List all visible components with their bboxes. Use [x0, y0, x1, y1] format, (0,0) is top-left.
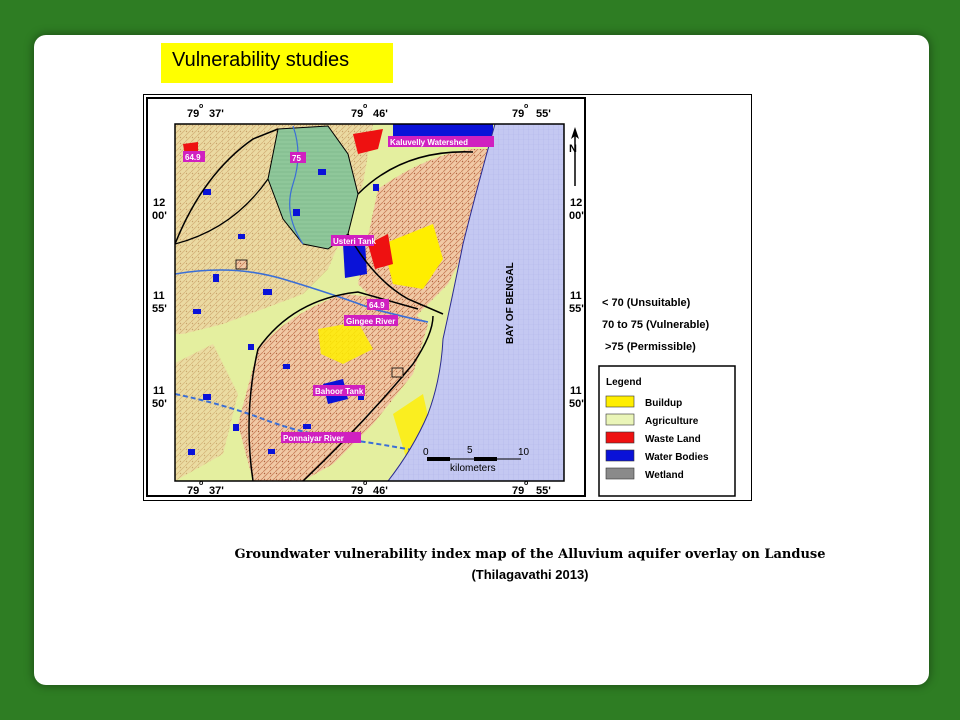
legend-label-waste-land: Waste Land — [645, 434, 701, 445]
class-permissible: >75 (Permissible) — [605, 341, 696, 353]
lat-left-3-min: 50' — [152, 398, 167, 410]
water-body-north — [393, 124, 493, 138]
lon-top-3-min: 55' — [536, 108, 551, 120]
lon-bottom-1-min: 37' — [209, 485, 224, 497]
svg-text:o: o — [363, 103, 368, 110]
slide-title: Vulnerability studies — [172, 49, 350, 71]
legend-label-agriculture: Agriculture — [645, 416, 699, 427]
legend-swatch-wetland — [606, 468, 634, 479]
lon-bottom-1-deg: 79 — [187, 485, 200, 497]
label-usteri-tank: Usteri Tank — [333, 237, 376, 246]
legend-swatch-waste-land — [606, 432, 634, 443]
label-gingee-river: Gingee River — [346, 317, 396, 326]
label-index-75: 75 — [292, 154, 301, 163]
lat-right-1-deg: 12 — [570, 197, 583, 209]
lat-right-1-min: 00' — [569, 210, 584, 222]
svg-text:o: o — [363, 480, 368, 487]
lon-top-2-deg: 79 — [351, 108, 364, 120]
svg-text:10: 10 — [518, 447, 530, 458]
lat-right-3-deg: 11 — [570, 385, 582, 397]
lat-left-1-deg: 12 — [153, 197, 166, 209]
lon-top-3-deg: 79 — [512, 108, 525, 120]
svg-text:5: 5 — [467, 445, 473, 456]
lon-top-2-min: 46' — [373, 108, 388, 120]
lat-left-2-min: 55' — [152, 303, 167, 315]
lat-right-2-min: 55' — [569, 303, 584, 315]
marker-square-2 — [392, 368, 403, 377]
label-index-64-9-north: 64.9 — [185, 153, 201, 162]
legend-label-buildup: Buildup — [645, 398, 683, 409]
lat-right-2-deg: 11 — [570, 290, 582, 302]
svg-text:N: N — [569, 143, 577, 155]
lat-left-1-min: 00' — [152, 210, 167, 222]
usteri-tank-water — [343, 242, 367, 278]
lon-bottom-2-min: 46' — [373, 485, 388, 497]
lon-bottom-3-min: 55' — [536, 485, 551, 497]
svg-text:o: o — [524, 480, 529, 487]
legend-swatch-buildup — [606, 396, 634, 407]
legend-label-water-bodies: Water Bodies — [645, 452, 709, 463]
vulnerability-map-figure — [143, 94, 752, 501]
caption-citation: (Thilagavathi 2013) — [471, 567, 589, 582]
label-kaluvelly-watershed: Kaluvelly Watershed — [390, 138, 468, 147]
marker-square-1 — [236, 260, 247, 269]
scale-unit: kilometers — [450, 463, 496, 474]
lat-left-2-deg: 11 — [153, 290, 165, 302]
class-vulnerable: 70 to 75 (Vulnerable) — [602, 319, 710, 331]
legend — [599, 366, 735, 496]
legend-title: Legend — [606, 377, 642, 388]
legend-label-wetland: Wetland — [645, 470, 684, 481]
svg-text:o: o — [524, 103, 529, 110]
label-ponnaiyar-river: Ponnaiyar River — [283, 434, 344, 443]
svg-text:o: o — [199, 103, 204, 110]
lon-top-1-deg: 79 — [187, 108, 200, 120]
svg-text:o: o — [199, 480, 204, 487]
svg-text:0: 0 — [423, 447, 429, 458]
lon-top-1-min: 37' — [209, 108, 224, 120]
label-index-64-9-centre: 64.9 — [369, 301, 385, 310]
lon-bottom-2-deg: 79 — [351, 485, 364, 497]
sea-label: BAY OF BENGAL — [505, 262, 516, 344]
figure-caption — [170, 545, 890, 585]
legend-swatch-water-bodies — [606, 450, 634, 461]
lon-bottom-3-deg: 79 — [512, 485, 525, 497]
caption-line-1: Groundwater vulnerability index map of the Alluvium aquifer overlay on Landuse — [234, 547, 826, 562]
lat-left-3-deg: 11 — [153, 385, 165, 397]
legend-swatch-agriculture — [606, 414, 634, 425]
label-bahoor-tank: Bahoor Tank — [315, 387, 364, 396]
lat-right-3-min: 50' — [569, 398, 584, 410]
class-unsuitable: < 70 (Unsuitable) — [602, 297, 691, 309]
